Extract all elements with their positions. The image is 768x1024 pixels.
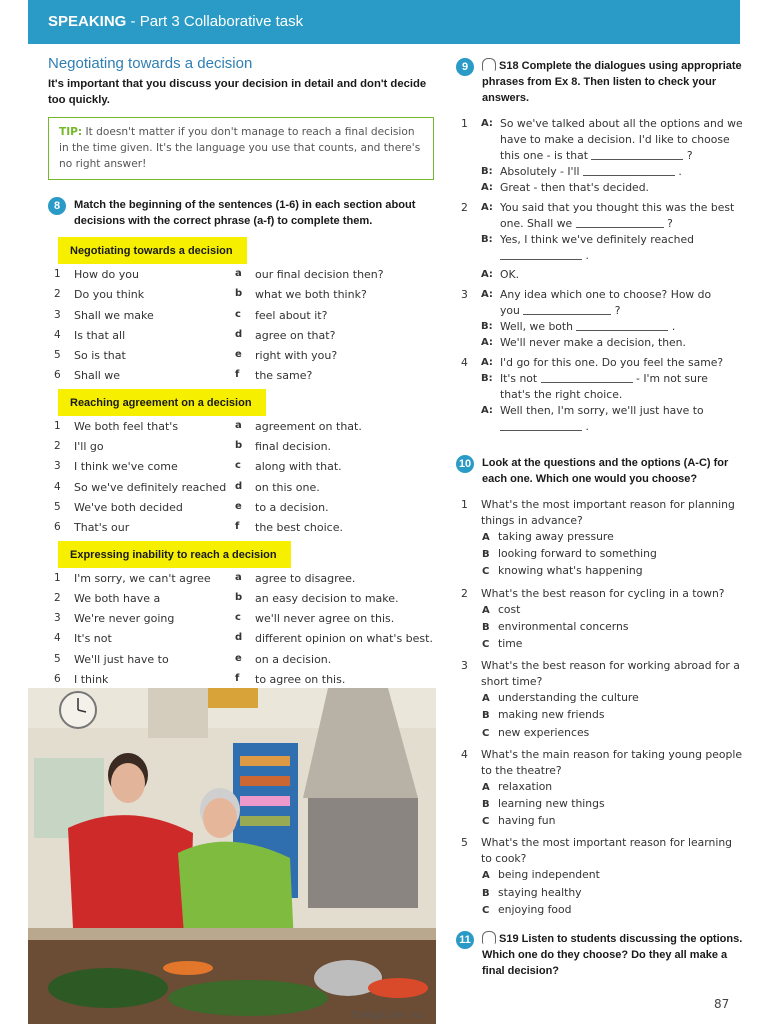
phrase-option: we'll never agree on this. [255, 612, 395, 626]
answer-option: A taking away pressure [482, 530, 614, 543]
item-number: 6 [54, 369, 61, 382]
option-letter: f [235, 369, 240, 381]
item-number: 1 [54, 571, 61, 584]
item-number: 3 [54, 308, 61, 321]
match-row [48, 669, 433, 689]
phrase-option: an easy decision to make. [255, 591, 399, 605]
match-row [48, 588, 433, 608]
item-number: 1 [54, 268, 61, 280]
sentence-start: I think we've come [74, 460, 178, 474]
exercise-11-instruction: 11 S19 Listen to students discussing the options. Which one do they choose? Do they all make a final decision? [456, 931, 746, 979]
match-row [48, 264, 433, 284]
sentence-start: Do you think [74, 288, 145, 302]
phrase-option: agreement on that. [255, 419, 362, 433]
question-item [456, 586, 746, 602]
item-number: 2 [54, 440, 61, 453]
right-column [456, 58, 746, 979]
phrase-option: on a decision. [255, 652, 332, 666]
option-letter: a [235, 571, 242, 583]
match-row [48, 365, 433, 385]
dialogue-3: 3 A: Any idea which one to choose? How do you ? [461, 288, 712, 317]
answer-option: A cost [482, 602, 521, 616]
tip-box: TIP: It doesn't matter if you don't manage to reach a final decision in the time given. It's the language you use that counts, and there's no right answer! [48, 117, 434, 180]
dialogue-3-b: B: Well, we both . [481, 320, 676, 333]
item-number: 4 [54, 480, 61, 493]
question-number: 3 [461, 659, 468, 673]
question-number: 1 [461, 498, 468, 511]
phrase-option: final decision. [255, 440, 332, 454]
kitchen-photo [28, 688, 436, 1024]
exercise-8-instruction: 8 Match the beginning of the sentences (1-6) in each section about decisions with the correct phrase (a-f) to complete them. [48, 197, 433, 229]
dialogue-1-c: A: Great - then that's decided. [481, 181, 649, 194]
option-letter: a [235, 419, 242, 431]
item-number: 3 [54, 612, 61, 625]
dialogue-4: 4 A: I'd go for this one. Do you feel the same? [461, 356, 724, 369]
question-item [456, 658, 746, 690]
phrase-option: to a decision. [255, 500, 329, 514]
answer-option: C time [482, 637, 523, 651]
item-number: 5 [54, 500, 61, 513]
phrase-option: along with that. [255, 460, 342, 474]
item-number: 4 [54, 328, 61, 341]
exercise-number-badge: 10 [456, 455, 474, 473]
match-row [48, 608, 433, 628]
answer-option: B learning new things [482, 797, 605, 811]
option-letter: f [235, 673, 240, 685]
match-row [48, 436, 433, 456]
dialogue-1-b: B: Absolutely - I'll . [481, 165, 682, 178]
answer-option: C new experiences [482, 725, 590, 739]
question-list [456, 497, 746, 919]
page-heading: Negotiating towards a decision [48, 55, 253, 72]
question-text: What's the main reason for taking young people to the theatre? [481, 747, 742, 777]
match-sections [48, 229, 433, 689]
phrase-option: different opinion on what's best. [255, 632, 433, 646]
question-text: What's the most important reason for planning things in advance? [481, 498, 735, 527]
section-header [28, 0, 740, 44]
dialogue-4-c: A: Well then, I'm sorry, we'll just have to . [481, 404, 704, 433]
exercise-number-badge: 11 [456, 931, 474, 949]
dialogue-2-b: B: Yes, I think we've definitely reached . [481, 233, 694, 262]
question-item [456, 497, 746, 529]
option-letter: c [235, 308, 241, 320]
sentence-start: I'll go [74, 440, 104, 454]
dialogue-2-c: A: OK. [481, 268, 520, 281]
sentence-start: Shall we make [74, 308, 154, 322]
dialogue-1: 1 A: So we've talked about all the options and we have to make a decision. I'd like to choose this one - is that ? [461, 117, 743, 162]
dialogue-4-b: B: It's not - I'm not sure that's the right choice. [481, 372, 708, 401]
sentence-start: I think [74, 673, 109, 687]
option-letter: d [235, 632, 243, 644]
item-number: 6 [54, 521, 61, 534]
phrase-option: what we both think? [255, 288, 367, 302]
answer-option: C having fun [482, 814, 556, 828]
option-letter: b [235, 591, 243, 603]
sentence-start: It's not [74, 632, 112, 646]
question-text: What's the best reason for cycling in a town? [481, 586, 725, 600]
section-heading: Reaching agreement on a decision [58, 389, 266, 416]
answer-option: A relaxation [482, 779, 553, 793]
sentence-start: That's our [74, 521, 130, 535]
item-number: 5 [54, 349, 61, 362]
question-text: What's the most important reason for learning to cook? [481, 836, 733, 866]
option-letter: e [235, 652, 242, 664]
option-letter: e [235, 500, 242, 512]
option-letter: b [235, 440, 243, 452]
option-letter: e [235, 349, 242, 361]
match-row [48, 284, 433, 304]
dialogue-2: 2 A: You said that you thought this was the best one. Shall we ? [461, 201, 735, 230]
sentence-start: We both feel that's [74, 419, 179, 433]
section-heading: Expressing inability to reach a decision [58, 541, 291, 568]
headphones-icon [482, 58, 496, 71]
option-letter: d [235, 480, 243, 492]
item-number: 5 [54, 652, 61, 665]
answer-option: A understanding the culture [482, 691, 639, 705]
sentence-start: How do you [74, 268, 139, 281]
sentence-start: We'll just have to [74, 652, 169, 666]
question-text: What's the best reason for working abroad for a short time? [481, 659, 740, 689]
match-row [48, 477, 433, 497]
item-number: 6 [54, 673, 61, 686]
item-number: 2 [54, 288, 61, 301]
phrase-option: our final decision then? [255, 268, 384, 281]
answer-option: B making new friends [482, 708, 605, 722]
sentence-start: So we've definitely reached [74, 480, 227, 494]
match-row [48, 416, 433, 436]
sentence-start: We're never going [74, 612, 175, 626]
question-item [456, 747, 746, 779]
answer-option: A being independent [482, 868, 600, 882]
option-letter: c [235, 460, 241, 472]
sentence-start: Shall we [74, 369, 121, 383]
sentence-start: So is that [74, 349, 126, 363]
watermark: frenglish.ru [350, 1010, 423, 1021]
page-number: 87 [714, 997, 730, 1011]
option-letter: a [235, 268, 242, 279]
question-number: 4 [461, 747, 468, 761]
match-row [48, 305, 433, 325]
phrase-option: agree on that? [255, 328, 336, 342]
question-number: 2 [461, 586, 468, 600]
phrase-option: feel about it? [255, 308, 328, 322]
phrase-option: the same? [255, 369, 313, 383]
exercise-number-badge: 9 [456, 58, 474, 76]
answer-option: B looking forward to something [482, 547, 657, 561]
exercise-number-badge: 8 [48, 197, 66, 215]
match-row [48, 497, 433, 517]
match-row [48, 325, 433, 345]
match-row [48, 568, 433, 588]
answer-option: B environmental concerns [482, 619, 629, 633]
answer-option: C knowing what's happening [482, 564, 643, 578]
item-number: 1 [54, 419, 61, 432]
phrase-option: the best choice. [255, 521, 343, 535]
match-row [48, 517, 433, 537]
section-heading: Negotiating towards a decision [58, 237, 247, 264]
answer-option: B staying healthy [482, 885, 582, 899]
phrase-option: agree to disagree. [255, 571, 356, 585]
match-row [48, 628, 433, 648]
section-title: SPEAKING - Part 3 Collaborative task [48, 13, 304, 30]
phrase-option: to agree on this. [255, 673, 346, 687]
sentence-start: Is that all [74, 328, 126, 342]
item-number: 4 [54, 632, 61, 645]
headphones-icon [482, 931, 496, 944]
match-row [48, 345, 433, 365]
option-letter: d [235, 328, 243, 340]
match-row [48, 456, 433, 476]
item-number: 2 [54, 591, 61, 604]
option-letter: f [235, 521, 240, 533]
option-letter: c [235, 612, 241, 624]
sentence-start: We both have a [74, 591, 161, 605]
sentence-start: We've both decided [74, 500, 183, 514]
item-number: 3 [54, 460, 61, 473]
answer-option: C enjoying food [482, 902, 572, 916]
phrase-option: on this one. [255, 480, 320, 494]
left-column [48, 52, 433, 689]
match-row [48, 649, 433, 669]
exercise-9-instruction: 9 S18 Complete the dialogues using appropriate phrases from Ex 8. Then listen to check your answers. [456, 58, 746, 106]
option-letter: b [235, 288, 243, 300]
phrase-option: right with you? [255, 349, 338, 363]
question-item [456, 835, 746, 867]
question-number: 5 [461, 836, 468, 850]
sentence-start: I'm sorry, we can't agree [74, 571, 211, 585]
exercise-10-instruction: 10 Look at the questions and the options (A-C) for each one. Which one would you choose? [456, 455, 746, 487]
intro-text: It's important that you discuss your decision in detail and don't decide too quickly. [48, 78, 427, 106]
dialogue-3-c: A: We'll never make a decision, then. [481, 336, 686, 349]
